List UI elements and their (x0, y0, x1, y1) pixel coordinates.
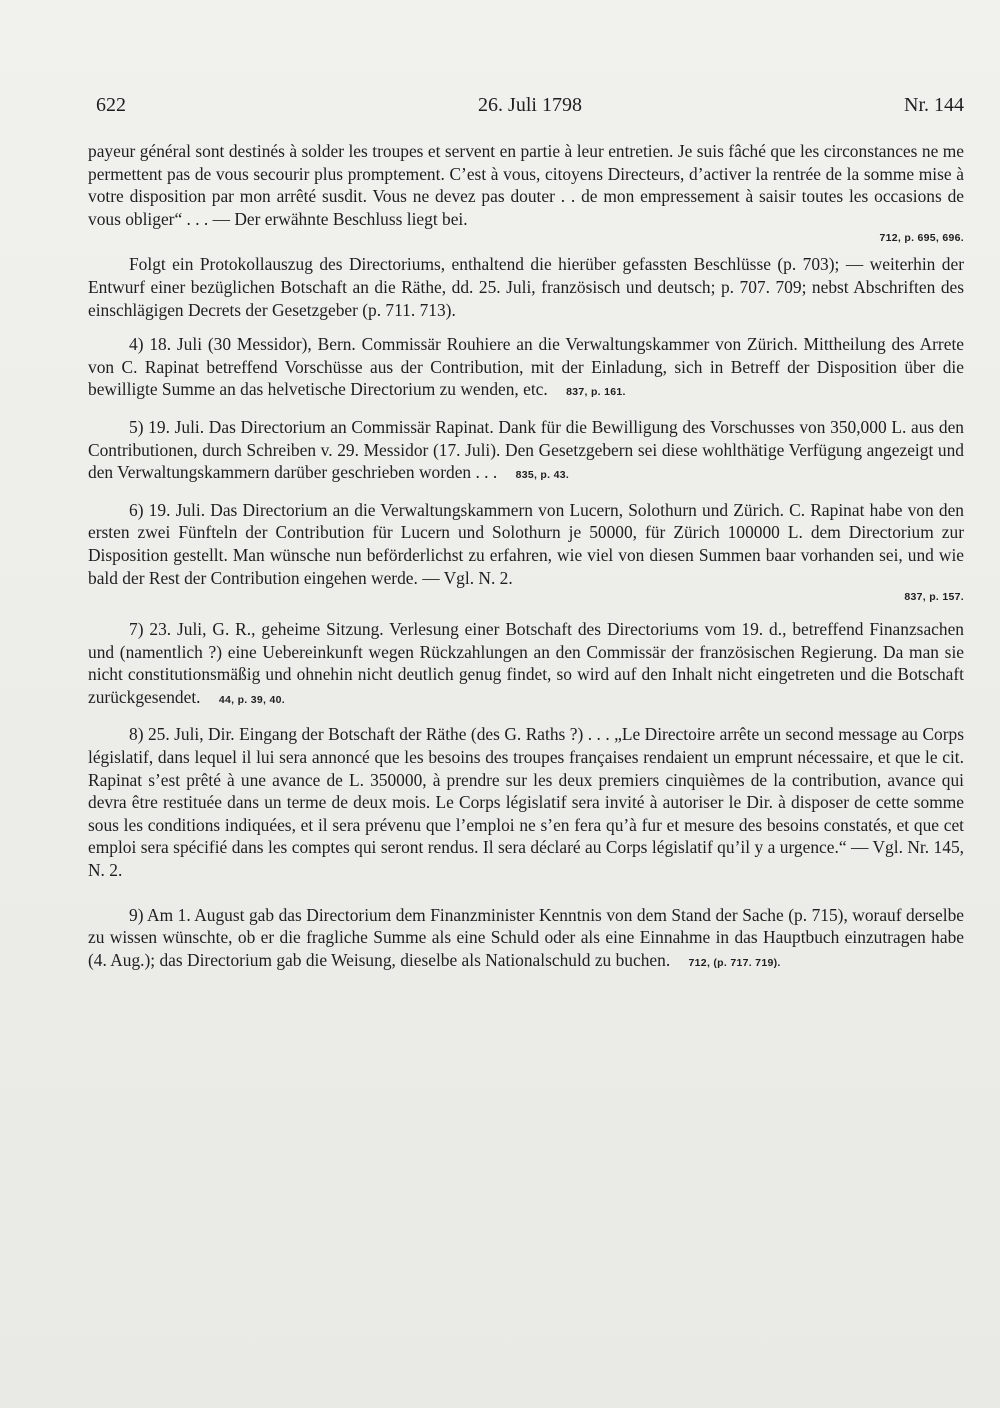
paragraph-item-6 (88, 499, 964, 606)
page-number: 622 (96, 94, 126, 116)
paragraph-item-8 (88, 723, 964, 881)
page-header (96, 94, 964, 124)
paragraph-text: 9) Am 1. August gab das Directorium dem Finanzminister Kenntnis von dem Stand der Sache (p. 715), worauf derselbe zu wissen wünschte, ob er die fragliche Summe als eine Schuld oder als eine Einnahme in das Hauptbuch einzutragen habe (4. Aug.); das Directorium gab die Weisung, dieselbe als Nationalschuld zu buchen. (88, 904, 964, 970)
paragraph-text: Folgt ein Protokollauszug des Directoriums, enthaltend die hierüber gefassten Beschlüsse (p. 703); — weiterhin der Entwurf einer bezüglichen Botschaft an die Räthe, dd. 25. Juli, französisch und deutsch; p. 707. 709; nebst Abschriften des einschlägigen Decrets der Gesetzgeber (p. 711. 713). (88, 254, 964, 320)
paragraph-text: 5) 19. Juli. Das Directorium an Commissär Rapinat. Dank für die Bewilligung des Vorschusses von 350,000 L. aus den Contributionen, durch Schreiben v. 29. Messidor (17. Juli). Den Gesetzgebern sei diese wohlthätige Verfügung angezeigt und den Verwaltungskammern darüber geschrieben worden . . . (88, 416, 964, 483)
header-date: 26. Juli 1798 (478, 94, 582, 116)
paragraph-text: 4) 18. Juli (30 Messidor), Bern. Commissär Rouhiere an die Verwaltungskammer von Zürich. Mittheilung des Arrete von C. Rapinat betreffend Vorschüsse aus der Contribution, mit der Einladung, sich in Betreff der Disposition über die bewilligte Summe an das helvetische Directorium zu wenden, etc. (88, 334, 964, 400)
paragraph-item-9 (88, 904, 964, 975)
archive-reference: 712, (p. 717. 719). (688, 956, 781, 969)
document-body (88, 140, 964, 974)
paragraph-text: 8) 25. Juli, Dir. Eingang der Botschaft der Räthe (des G. Raths ?) . . . „Le Directoire arrête un second message au Corps législatif, dans lequel il lui sera annoncé que les besoins des troupes françaises rendaient un emprunt nécessaire, et que le cit. Rapinat s’est prêté à une avance de L. 350000, à prendre sur les deux premiers cinquièmes de la contribution, avance qui devra être restituée dans un terme de deux mois. Le Corps législatif sera invité à autoriser le Dir. à disposer de cette somme sous les conditions indiquées, et il sera prévenu que l’emploi ne s’en fera qu’à fur et mesure des besoins constatés, et que cet emploi sera spécifié dans les comptes qui seront rendus. Il sera déclaré au Corps législatif qu’il y a urgence.“ — Vgl. Nr. 145, N. 2. (88, 724, 964, 881)
paragraph-item-5 (88, 416, 964, 487)
archive-reference: 837, p. 157. (904, 591, 964, 604)
issue-number: Nr. 144 (904, 94, 964, 116)
paragraph-text: 7) 23. Juli, G. R., geheime Sitzung. Verlesung einer Botschaft des Directoriums vom 19. d., betreffend Finanzsachen und (namentlich ?) eine Uebereinkunft wegen Rückzahlungen an den Commissär der französischen Regierung. Da man sie nicht constitutionsmäßig und ohnehin nicht deutlich genug findet, so wird auf den Inhalt nicht eingetreten und die Botschaft zurückgesendet. (88, 619, 964, 707)
paragraph-text: 6) 19. Juli. Das Directorium an die Verwaltungskammern von Lucern, Solothurn und Zürich. C. Rapinat habe von den ersten zwei Fünfteln der Contribution für Lucern und Solothurn je 50000, für Zürich 100000 L. dem Directorium zur Disposition gestellt. Man wünsche nun beförderlichst zu erfahren, wie viel von diesen Summen baar vorhanden sei, und wie bald der Rest der Contribution eingehen werde. — Vgl. N. 2. (88, 499, 964, 588)
archive-reference: 837, p. 161. (566, 386, 626, 399)
archive-reference: 44, p. 39, 40. (218, 693, 285, 706)
archive-reference: 712, p. 695, 696. (879, 232, 964, 245)
paragraph-text: payeur général sont destinés à solder les troupes et servent en partie à leur entretien. Je suis fâché que les circonstances ne me permettent pas de vous secourir plus promptement. C’est à vous, citoyens Directeurs, d’activer la rentrée de la somme mise à votre disposition par mon arrêté susdit. Vous ne devez pas douter . . de mon empressement à saisir toutes les occasions de vous obliger“ . . . — Der erwähnte Beschluss liegt bei. (88, 141, 964, 229)
paragraph-note (88, 253, 964, 321)
archive-reference: 835, p. 43. (515, 469, 570, 482)
paragraph-item-4 (88, 333, 964, 404)
paragraph-item-7 (88, 618, 964, 711)
paragraph-continuation (88, 140, 964, 247)
